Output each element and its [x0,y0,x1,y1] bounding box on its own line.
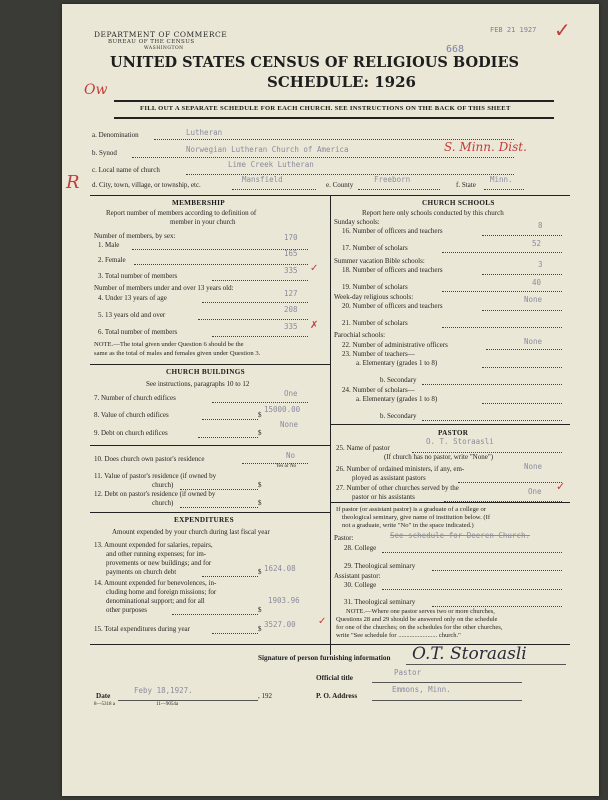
q13-line-4: payments on church debt [106,568,177,576]
q20-value: None [524,295,543,304]
city-town-value: Mansfield [242,175,283,184]
synod-district-handwritten: S. Minn. Dist. [444,140,527,154]
q12-dollar: $ [258,499,262,507]
q27-line-1: 27. Number of other churches served by the [336,484,459,492]
q10-value: No [286,451,296,460]
q1-male-label: 1. Male [98,241,120,249]
q19-value: 40 [532,278,542,287]
po-address-label: P. O. Address [316,692,358,700]
red-check-mark: ✓ [554,18,571,42]
q12-label-2: church) [152,499,174,507]
q8-label: 8. Value of church edifices [94,411,169,419]
form-number: 8—5318 a [94,702,115,707]
q27-line-2: pastor or his assistants [352,493,415,501]
official-title-value: Pastor [394,668,422,677]
q27-value: One [528,487,542,496]
q28-label: 28. College [344,544,377,552]
q23-label: 23. Number of teachers— [342,350,415,358]
q15-value: 3527.00 [264,620,296,629]
q14-line-3: denominational support; and for all [106,597,205,605]
q7-value: One [284,389,298,398]
q23a-label: a. Elementary (grades 1 to 8) [356,359,438,367]
membership-intro-1: Report number of members according to definition of [106,209,257,217]
q21-label: 21. Number of scholars [342,319,408,327]
received-date-stamp: FEB 21 1927 [490,26,537,34]
summer-schools-label: Summer vacation Bible schools: [334,257,425,265]
denomination-value: Lutheran [186,128,223,137]
po-address-value: Emmons, Minn. [392,685,451,694]
denomination-label: a. Denomination [92,131,139,139]
q24a-label: a. Elementary (grades 1 to 8) [356,395,438,403]
q9-label: 9. Debt on church edifices [94,429,168,437]
q24b-label: b. Secondary [380,412,417,420]
members-by-sex-label: Number of members, by sex: [94,232,176,240]
q9-dollar: $ [258,429,262,437]
q3-total-value: 335 [284,266,298,275]
pastor-heading: PASTOR [438,429,469,437]
grad-note-3: not a graduate, write "No" in the space indicated.) [342,522,474,529]
q9-value: None [280,420,299,429]
schools-heading: CHURCH SCHOOLS [422,199,495,207]
q26-value: None [524,462,543,471]
pastor-sub-label: Pastor: [334,534,354,542]
q13-value: 1624.08 [264,564,296,573]
q13-dollar: $ [258,568,262,576]
date-value: Feby 18,1927. [134,686,193,695]
q2-female-label: 2. Female [98,256,126,264]
q14-dollar: $ [258,606,262,614]
bureau-label: BUREAU OF THE CENSUS [108,39,195,45]
q25-value: O. T. Storaasli [426,437,494,446]
q11-label-2: church) [152,481,174,489]
q26-line-1: 26. Number of ordained ministers, if any, em- [336,465,465,473]
q30-label: 30. College [344,581,377,589]
schedule-title: SCHEDULE: 1926 [267,73,416,91]
q29-label: 29. Theological seminary [344,562,416,570]
q14-value: 1903.96 [268,596,300,605]
header-rule-bottom [114,117,554,119]
grad-note-2: theological seminary, give name of institution below. (If [342,514,491,521]
q16-value: 8 [538,221,543,230]
q14-line-4: other purposes [106,606,148,614]
q11-dollar: $ [258,481,262,489]
parochial-schools-label: Parochial schools: [334,331,386,339]
q31-label: 31. Theological seminary [344,598,416,606]
census-schedule-sheet [62,4,599,796]
q25-label: 25. Name of pastor [336,444,390,452]
state-value: Minn. [490,175,513,184]
q3-red-check: ✓ [310,263,319,274]
q11-label-1: 11. Value of pastor's residence (if owned by [94,472,217,480]
county-value: Freeborn [374,175,411,184]
q22-label: 22. Number of administrative officers [342,341,448,349]
membership-note-2: same as the total of males and females given under Question 3. [94,350,261,357]
q17-label: 17. Number of scholars [342,244,408,252]
date-year: , 192 [258,692,272,700]
print-number: 11—9054a [156,702,179,707]
official-title-label: Official title [316,674,353,682]
pastor-note-1: NOTE.—Where one pastor serves two or more churches, [346,608,495,615]
column-divider [330,195,331,655]
date-label: Date [96,692,111,700]
q12-label-1: 12. Debt on pastor's residence (if owned by [94,490,216,498]
synod-value: Norwegian Lutheran Church of America [186,145,349,154]
q2-female-value: 165 [284,249,298,258]
q10-hint: Yes or No [276,464,297,469]
buildings-heading: CHURCH BUILDINGS [166,368,245,376]
synod-label: b. Synod [92,149,117,157]
assistant-pastor-label: Assistant pastor: [334,572,381,580]
membership-intro-2: member in your church [170,218,236,226]
q13-line-1: 13. Amount expended for salaries, repairs, [94,541,213,549]
q17-value: 52 [532,239,542,248]
weekday-schools-label: Week-day religious schools: [334,293,414,301]
department-label: DEPARTMENT OF COMMERCE [94,30,228,39]
q15-dollar: $ [258,625,262,633]
q19-label: 19. Number of scholars [342,283,408,291]
q15-red-check: ✓ [318,616,327,627]
pastor-note-3: for one of the churches; on the schedules for the other churches, [336,624,503,631]
q22-value: None [524,337,543,346]
city-label: WASHINGTON [144,46,184,51]
form-title: UNITED STATES CENSUS OF RELIGIOUS BODIES [110,54,519,71]
q15-label: 15. Total expenditures during year [94,625,190,633]
pastor-note-2: Questions 28 and 29 should be answered only on the schedule [336,616,498,623]
q13-line-3: provements or new buildings; and for [106,559,212,567]
q10-label: 10. Does church own pastor's residence [94,455,205,463]
q20-label: 20. Number of officers and teachers [342,302,443,310]
q13-line-2: and other running expenses; for im- [106,550,207,558]
q24-label: 24. Number of scholars— [342,386,415,394]
q1-male-value: 170 [284,233,298,242]
q16-label: 16. Number of officers and teachers [342,227,443,235]
q5-over13-label: 5. 13 years old and over [98,311,166,319]
q3-total-label: 3. Total number of members [98,272,178,280]
members-by-age-label: Number of members under and over 13 years old: [94,284,234,292]
q6-red-mark: ✗ [310,320,319,331]
signature-label: Signature of person furnishing information [258,654,391,662]
sunday-schools-label: Sunday schools: [334,218,380,226]
q14-line-2: cluding home and foreign missions; for [106,588,217,596]
q6-total-value: 335 [284,322,298,331]
q4-under13-label: 4. Under 13 years of age [98,294,167,302]
q26-line-2: ployed as assistant pastors [352,474,426,482]
pastor-note-4: write "See schedule for ........................ church." [336,632,461,639]
signature: O.T. Storaasli [412,644,527,664]
q23b-label: b. Secondary [380,376,417,384]
q5-over13-value: 208 [284,305,298,314]
number-stamp: 668 [446,44,465,55]
q4-under13-value: 127 [284,289,298,298]
buildings-sub: See instructions, paragraphs 10 to 12 [146,380,250,388]
q14-line-1: 14. Amount expended for benevolences, in- [94,579,217,587]
q28-value: See schedule for Deeren Church. [390,531,530,540]
q25-hint: (If church has no pastor, write "None") [384,453,494,461]
q27-red-check: ✓ [556,480,566,493]
membership-heading: MEMBERSHIP [172,199,225,207]
q7-label: 7. Number of church edifices [94,394,176,402]
instruction-line: FILL OUT A SEPARATE SCHEDULE FOR EACH CHURCH. SEE INSTRUCTIONS ON THE BACK OF THIS SHEET [140,105,511,112]
schools-sub: Report here only schools conducted by this church [362,209,504,217]
q18-value: 3 [538,260,543,269]
grad-note-1: If pastor (or assistant pastor) is a graduate of a college or [336,506,486,513]
local-name-value: Lime Creek Lutheran [228,160,314,169]
local-name-label: c. Local name of church [92,166,160,174]
q18-label: 18. Number of officers and teachers [342,266,443,274]
membership-note-1: NOTE.—The total given under Question 6 should be the [94,341,244,348]
q6-total-label: 6. Total number of members [98,328,178,336]
handwritten-r-mark: R [66,172,80,193]
handwritten-mark: Ow [84,82,108,98]
county-label: e. County [326,181,354,189]
city-town-label: d. City, town, village, or township, etc. [92,181,201,189]
expenditures-heading: EXPENDITURES [174,516,234,524]
header-rule-top [114,100,554,102]
expenditures-sub: Amount expended by your church during last fiscal year [112,528,270,536]
q8-value: 15000.00 [264,405,301,414]
state-label: f. State [456,181,476,189]
q8-dollar: $ [258,411,262,419]
